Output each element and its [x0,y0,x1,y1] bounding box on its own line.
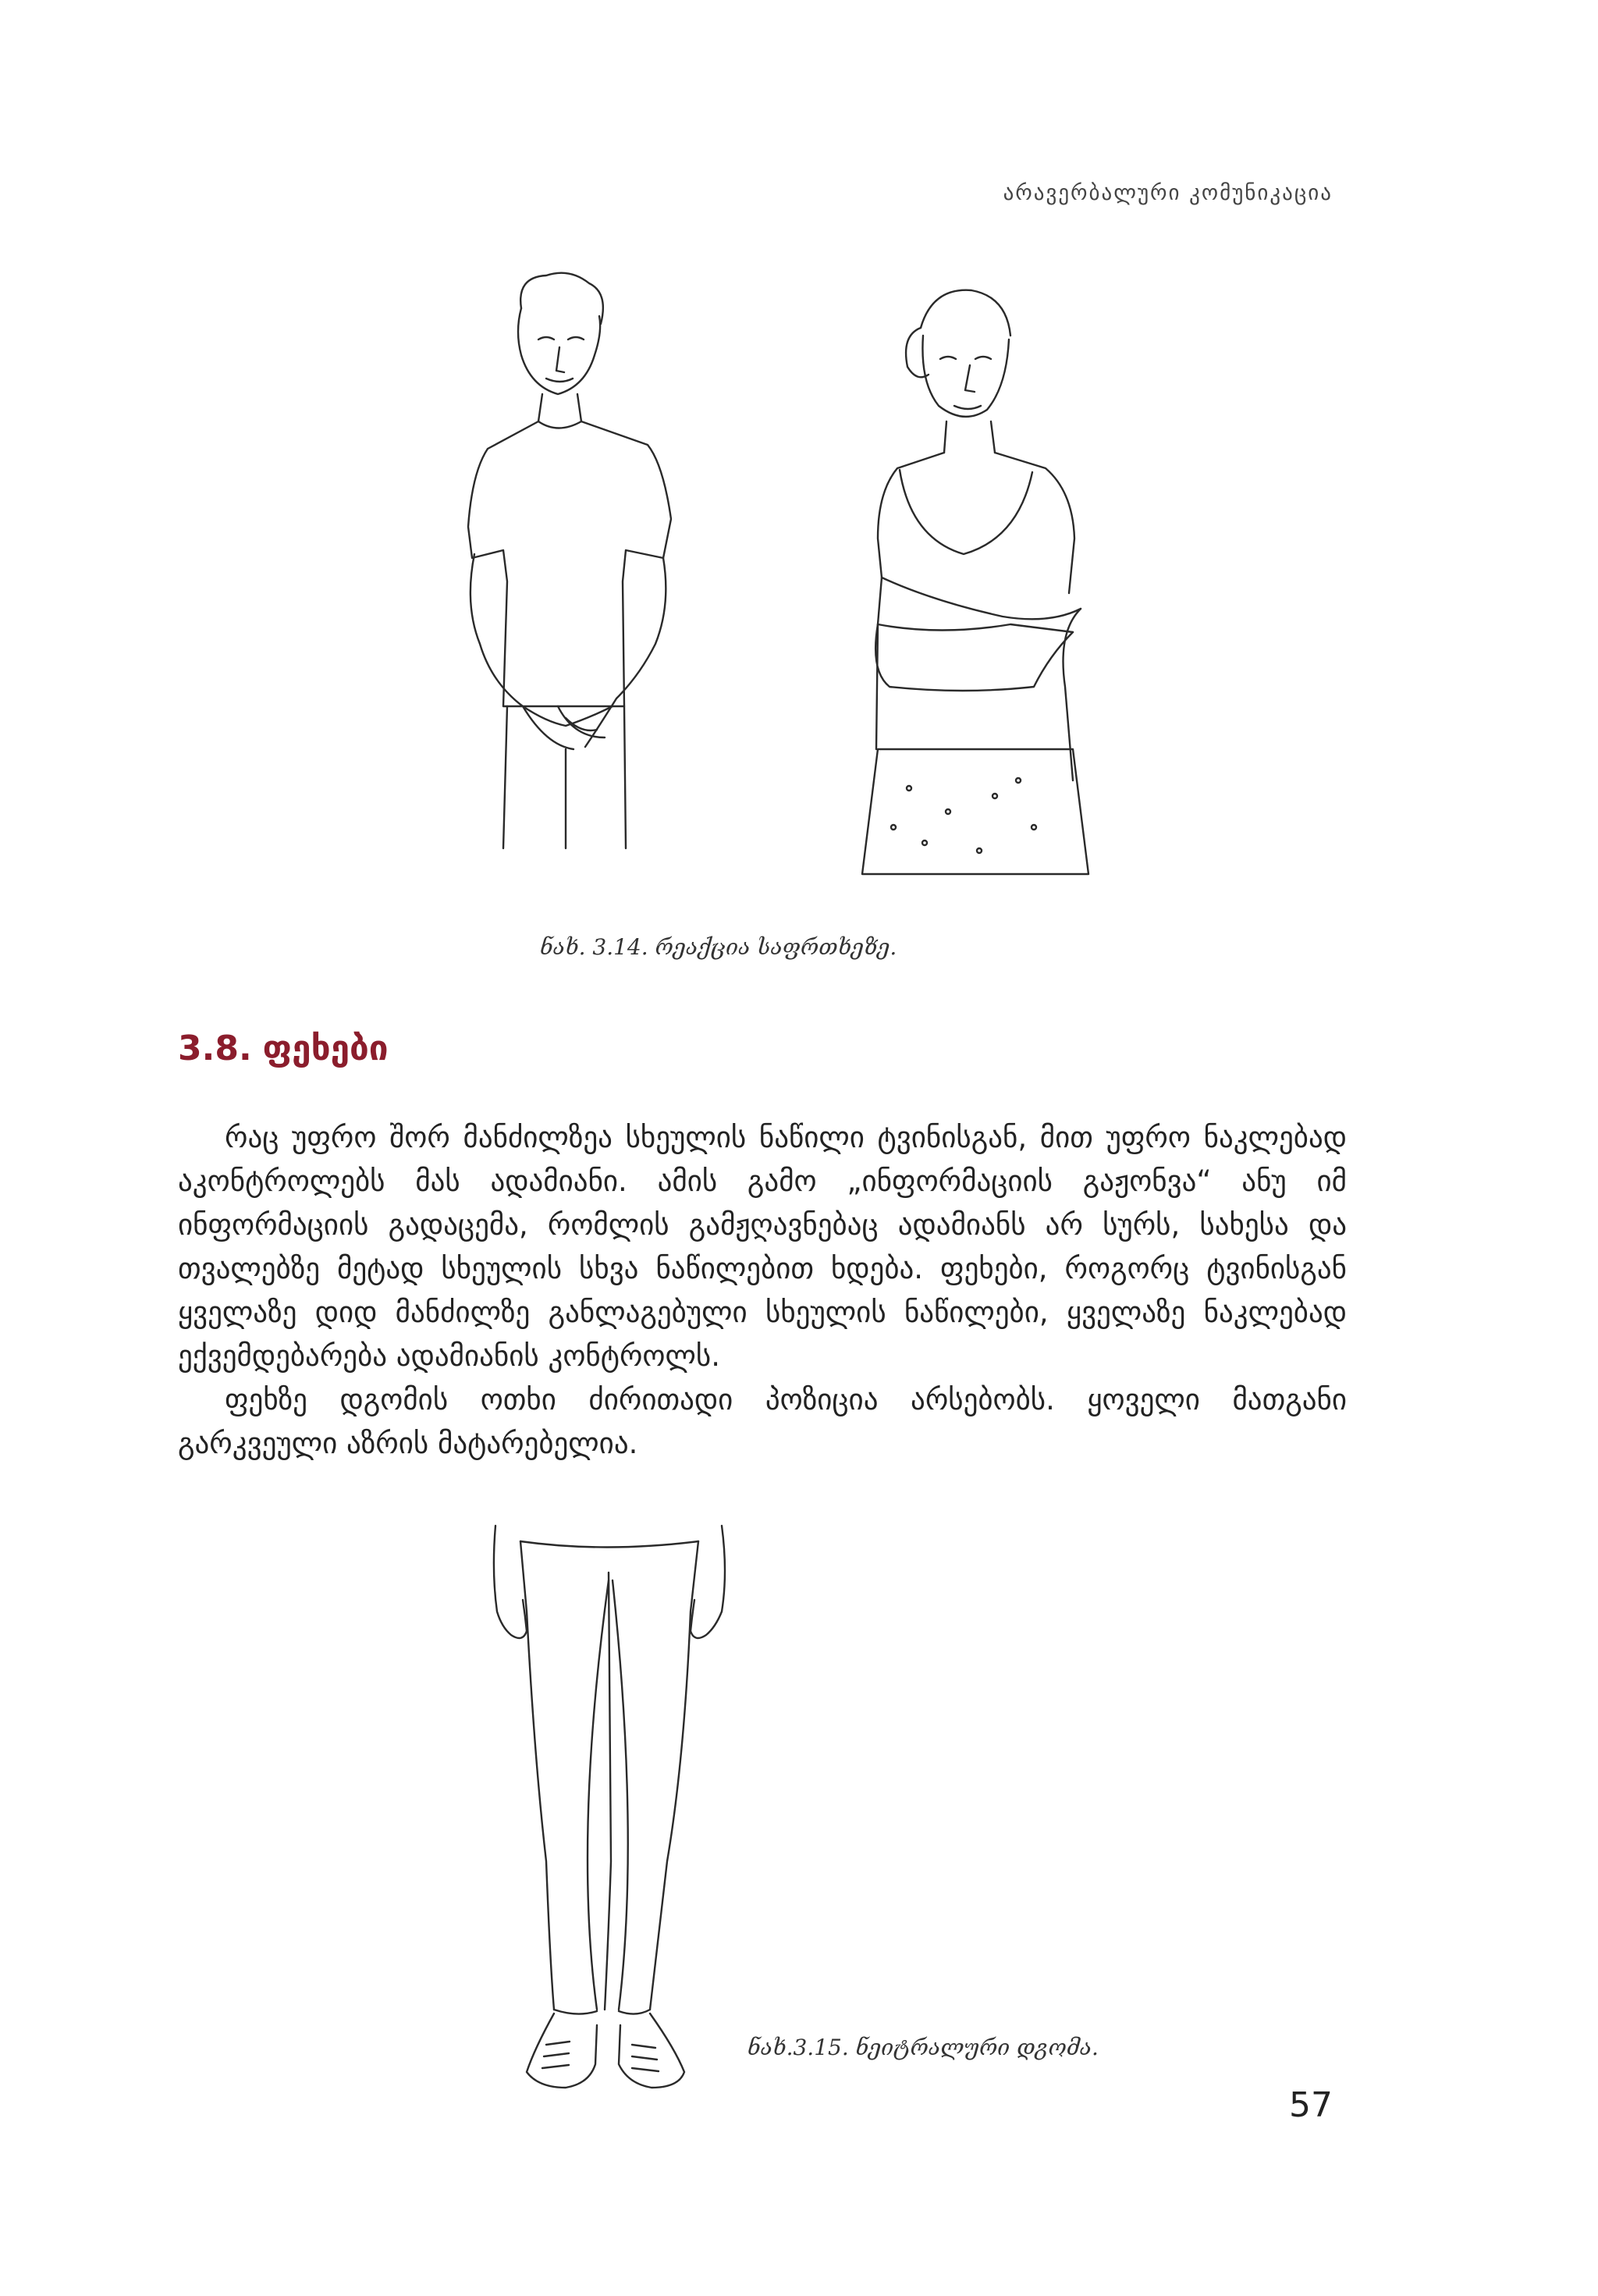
illustration-legs-neutral-stance [480,1526,737,2119]
figure-caption-3-14 [540,934,897,960]
figure-caption-text: ნეიტრალური დგომა. [855,2035,1099,2060]
running-header: არავერბალური კომუნიკაცია [1003,181,1333,205]
paragraph: ფეხზე დგომის ოთხი ძირითადი პოზიცია არსებობს. ყოველი მათგანი გარკვეული აზრის მატარებელია. [178,1383,1347,1460]
section-number: 3.8. [178,1029,252,1068]
illustration-woman-arm-across [847,281,1104,874]
section-title: ფეხები [262,1029,389,1068]
figure-number: ნახ. 3.14. [540,934,648,960]
figure-number: ნახ.3.15. [748,2035,849,2060]
illustration-man-hands-clasped [429,269,726,855]
section-heading [178,1029,389,1068]
body-text [178,1116,1347,1466]
figure-caption-3-15 [748,2035,1099,2060]
page-number: 57 [1289,2085,1333,2125]
paragraph: რაც უფრო შორ მანძილზეა სხეულის ნაწილი ტვინისგან, მით უფრო ნაკლებად აკონტროლებს მას ადამიანი. ამის გამო „ინფორმაციის გაჟონვა“ ანუ იმ ინფორმაციის გადაცემა, რომლის გამჟღავნებაც ადამიანს არ სურს, სახესა და თვალებზე მეტად სხეულის სხვა ნაწილებით ხდება. ფეხები, როგორც ტვინისგან ყველაზე დიდ მანძილზე განლაგებული სხეულის ნაწილები, ყველაზე ნაკლებად ექვემდებარება ადამიანის კონტროლს. [178,1121,1347,1373]
figure-caption-text: რეაქცია საფრთხეზე. [655,934,897,960]
